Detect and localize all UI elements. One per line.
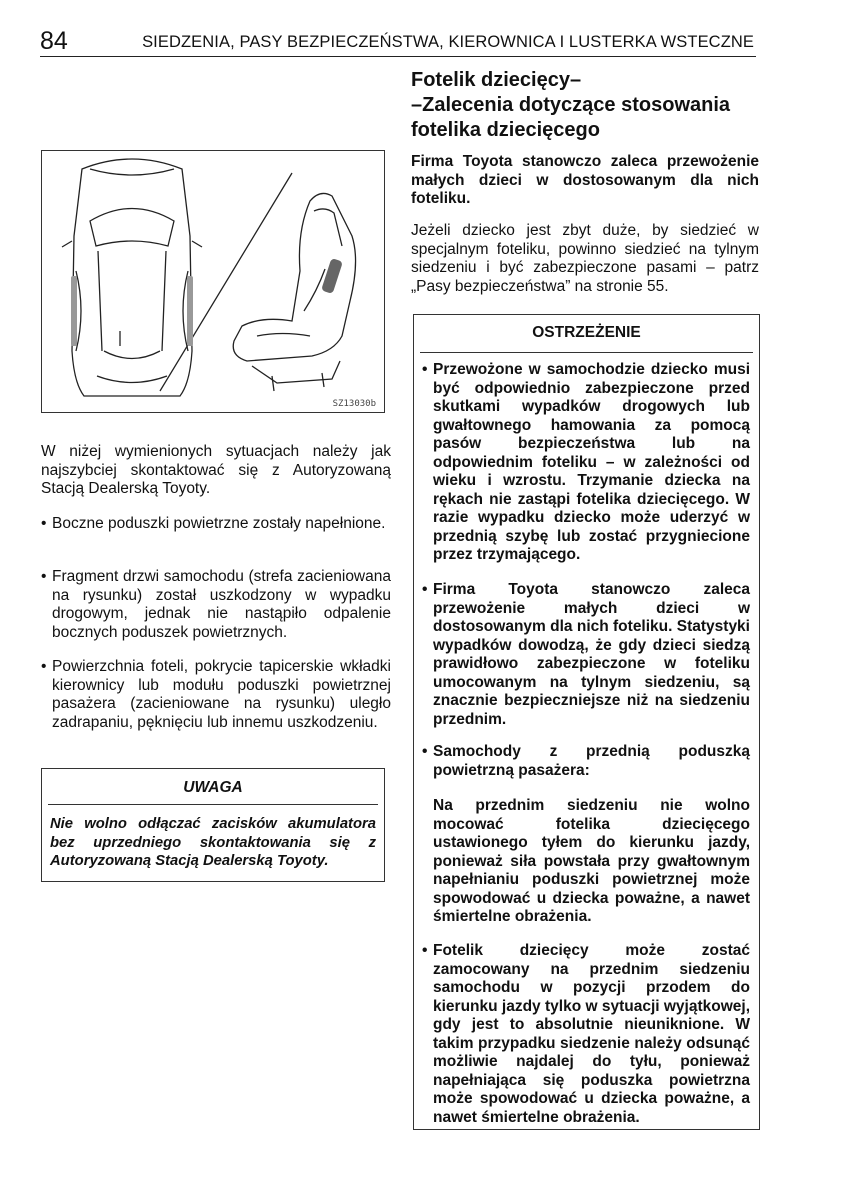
page-header <box>40 26 756 57</box>
figure-code: SZ13030b <box>332 399 376 409</box>
title-line: Fotelik dziecięcy– <box>411 69 582 91</box>
body-paragraph: Jeżeli dziecko jest zbyt duże, by siedzieć w specjalnym foteliku, powinno siedzieć na tylnym siedzeniu i być zabezpieczone pasami – patrz „Pasy bezpieczeństwa” na stronie 55. <box>411 222 759 295</box>
list-item: • Powierzchnia foteli, pokrycie tapicerskie wkładki kierownicy lub modułu poduszki powietrznej pasażera (zacieniowane na rysunku) uległo zadrapaniu, pęknięciu lub innemu uszkodzeniu. <box>41 658 391 732</box>
warning-item: • Przewożone w samochodzie dziecko musi być odpowiednio zabezpieczone przed skutkami wypadków drogowych lub gwałtownego hamowania za pomocą pasów bezpieczeństwa lub na odpowiednim foteliku – w zależności od wieku i wzrostu. Trzymanie dziecka na rękach nie zastąpi fotelika dziecięcego. W razie wypadku dziecko może uderzyć w przednią szybę lub zostać przygniecione przez trzymającego. <box>422 361 750 565</box>
car-seat-illustration <box>41 150 385 413</box>
section-title <box>411 68 761 143</box>
title-line: fotelika dziecięcego <box>411 119 600 141</box>
page-number: 84 <box>40 27 68 55</box>
warning-box <box>413 314 760 1130</box>
car-and-seat-drawing <box>42 151 386 414</box>
warning-item: • Fotelik dziecięcy może zostać zamocowany na przednim siedzeniu samochodu w pozycji przodem do kierunku jazdy tylko w sytuacji wyjątkowej, gdy jest to absolutnie nieuniknione. W takim przypadku siedzenie należy odsunąć możliwie najdalej do tyłu, ponieważ napełniająca się poduszka powietrzna może spowodować u dziecka poważne, a nawet śmiertelne obrażenia. <box>422 942 750 1127</box>
divider <box>48 804 378 805</box>
title-line: –Zalecenia dotyczące stosowania <box>411 94 731 116</box>
intro-paragraph: W niżej wymienionych sytuacjach należy jak najszybciej skontaktować się z Autoryzowaną Stacją Dealerską Toyoty. <box>41 443 391 497</box>
notice-title: UWAGA <box>183 779 243 796</box>
warning-item: Na przednim siedzeniu nie wolno mocować fotelika dziecięcego ustawionego tyłem do kierunku jazdy, ponieważ siła powstała przy gwałtownym napełnianiu poduszki powietrznej może spowodować u dziecka poważne, a nawet śmiertelne obrażenia. <box>433 797 750 925</box>
notice-box <box>41 768 385 882</box>
warning-title: OSTRZEŻENIE <box>532 324 641 341</box>
list-item: • Fragment drzwi samochodu (strefa zacieniowana na rysunku) został uszkodzony w wypadku drogowym, jednak nie nastąpiło odpalenie bocznych poduszek powietrznych. <box>41 568 391 642</box>
divider <box>420 352 753 353</box>
list-item: • Boczne poduszki powietrzne zostały napełnione. <box>41 515 391 534</box>
notice-text: Nie wolno odłączać zacisków akumulatora bez uprzedniego skontaktowania się z Autoryzowaną Stacją Dealerską Toyoty. <box>50 816 376 869</box>
warning-item: • Samochody z przednią poduszką powietrzną pasażera: <box>422 743 750 780</box>
warning-item: • Firma Toyota stanowczo zaleca przewożenie małych dzieci w dostosowanym dla nich foteliku. Statystyki wypadków dowodzą, że gdy dzieci siedzą prawidłowo zabezpieczone w foteliku umocowanym na tylnym siedzeniu, są znacznie bezpieczniejsze niż na siedzeniu przednim. <box>422 581 750 729</box>
lead-paragraph: Firma Toyota stanowczo zaleca przewożenie małych dzieci w dostosowanym dla nich foteliku. <box>411 153 759 207</box>
chapter-title: SIEDZENIA, PASY BEZPIECZEŃSTWA, KIEROWNICA I LUSTERKA WSTECZNE <box>142 33 754 51</box>
